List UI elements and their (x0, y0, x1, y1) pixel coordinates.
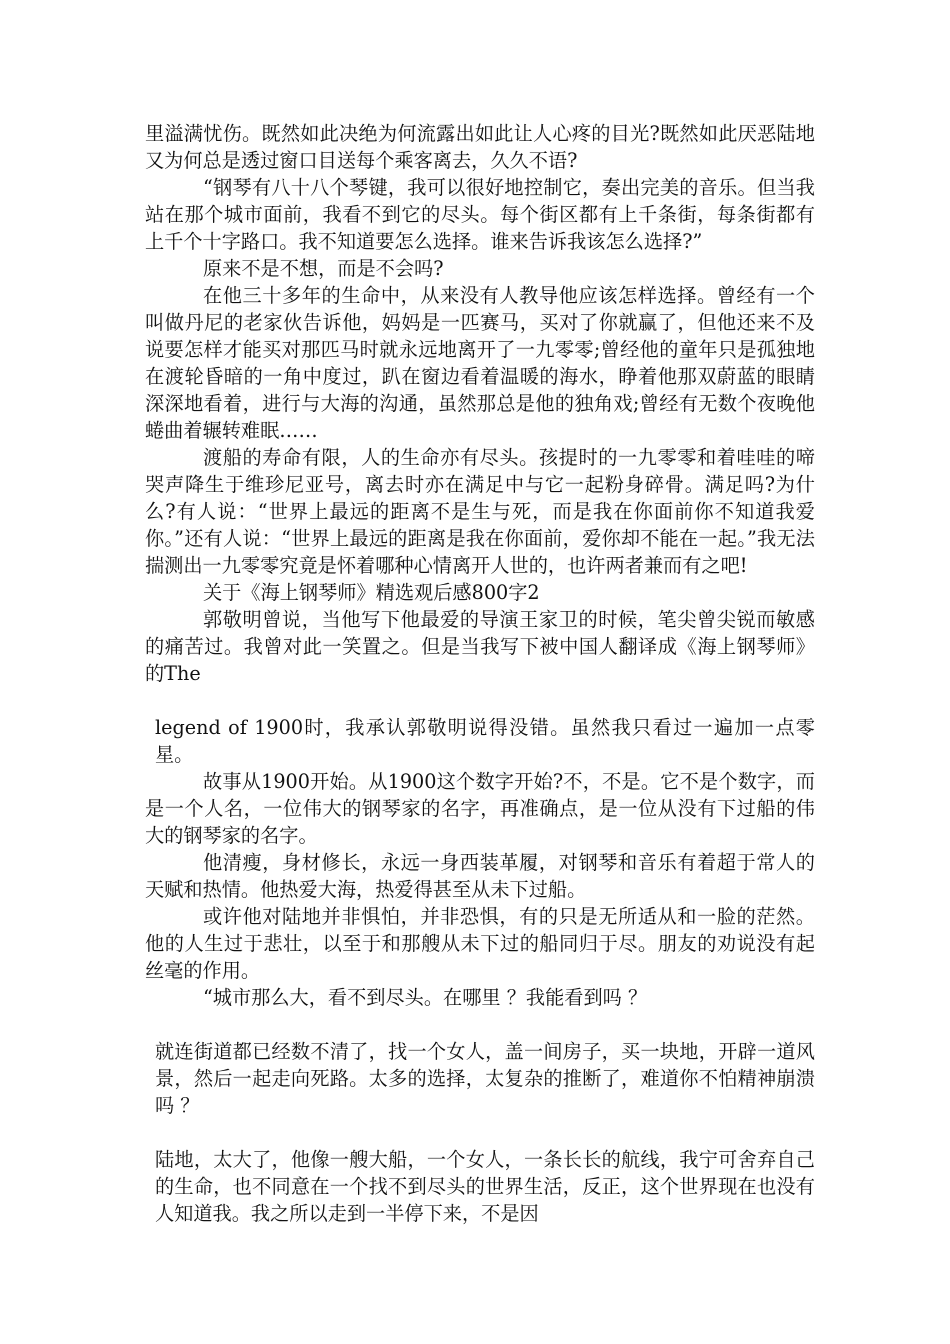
paragraph-3: 原来不是不想，而是不会吗? (203, 257, 444, 280)
paragraph-10: 或许他对陆地并非惧怕，并非恐惧，有的只是无所适从和一脸的茫然。他的人生过于悲壮，以至于和那艘从未下过的船同归于尽。朋友的劝说没有起丝毫的作用。 (145, 905, 815, 982)
paragraph-11: “城市那么大，看不到尽头。在哪里 ？我能看到吗 ？ (203, 986, 648, 1009)
paragraph-9: 他清瘦，身材修长，永远一身西装革履，对钢琴和音乐有着超于常人的天赋和热情。他热爱大海，热爱得甚至从未下过船。 (145, 851, 815, 901)
document-body (145, 120, 815, 1227)
paragraph-4: 在他三十多年的生命中，从来没有人教导他应该怎样选择。曾经有一个叫做丹尼的老家伙告诉他，妈妈是一匹赛马，买对了你就赢了，但他还来不及说要怎样才能买对那匹马时就永远地离开了一九零零;曾经他的童年只是孤独地在渡轮昏暗的一角中度过，趴在窗边看着温暖的海水，睁着他那双蔚蓝的眼睛深深地看着，进行与大海的沟通，虽然那总是他的独角戏;曾经有无数个夜晚他蜷曲着辗转难眠…… (145, 284, 815, 442)
paragraph-5: 渡船的寿命有限，人的生命亦有尽头。孩提时的一九零零和着哇哇的啼哭声降生于维珍尼亚号，离去时亦在满足中与它一起粉身碎骨。满足吗?为什么?有人说：“世界上最远的距离不是生与死，而是我在你面前你不知道我爱你。”还有人说：“世界上最远的距离是我在你面前，爱你却不能在一起。”我无法揣测出一九零零究竟是怀着哪种心情离开人世的，也许两者兼而有之吧! (145, 446, 815, 577)
paragraph-2: “钢琴有八十八个琴键，我可以很好地控制它，奏出完美的音乐。但当我站在那个城市面前，我看不到它的尽头。每个街区都有上千条街，每条街都有上千个十字路口。我不知道要怎么选择。谁来告诉我该怎么选择?” (145, 176, 815, 253)
paragraph-13: 陆地，太大了，他像一艘大船，一个女人，一条长长的航线，我宁可舍弃自己的生命，也不同意在一个找不到尽头的世界生活，反正，这个世界现在也没有人知道我。我之所以走到一半停下来，不是因 (155, 1148, 815, 1225)
paragraph-6: 郭敬明曾说，当他写下他最爱的导演王家卫的时候，笔尖曾尖锐而敏感的痛苦过。我曾对此一笑置之。但是当我写下被中国人翻译成《海上钢琴师》的The (145, 608, 815, 685)
paragraph-12: 就连街道都已经数不清了，找一个女人，盖一间房子，买一块地，开辟一道风景，然后一起走向死路。太多的选择，太复杂的推断了，难道你不怕精神崩溃吗 ？ (155, 1040, 815, 1117)
paragraph-8: 故事从1900开始。从1900这个数字开始?不，不是。它不是个数字，而是一个人名，一位伟大的钢琴家的名字，再准确点，是一位从没有下过船的伟大的钢琴家的名字。 (145, 770, 815, 847)
section-heading: 关于《海上钢琴师》精选观后感800字2 (203, 581, 540, 604)
paragraph-7: legend of 1900时，我承认郭敬明说得没错。虽然我只看过一遍加一点零星。 (155, 716, 815, 766)
paragraph-1: 里溢满忧伤。既然如此决绝为何流露出如此让人心疼的目光?既然如此厌恶陆地又为何总是透过窗口目送每个乘客离去，久久不语? (145, 122, 815, 172)
